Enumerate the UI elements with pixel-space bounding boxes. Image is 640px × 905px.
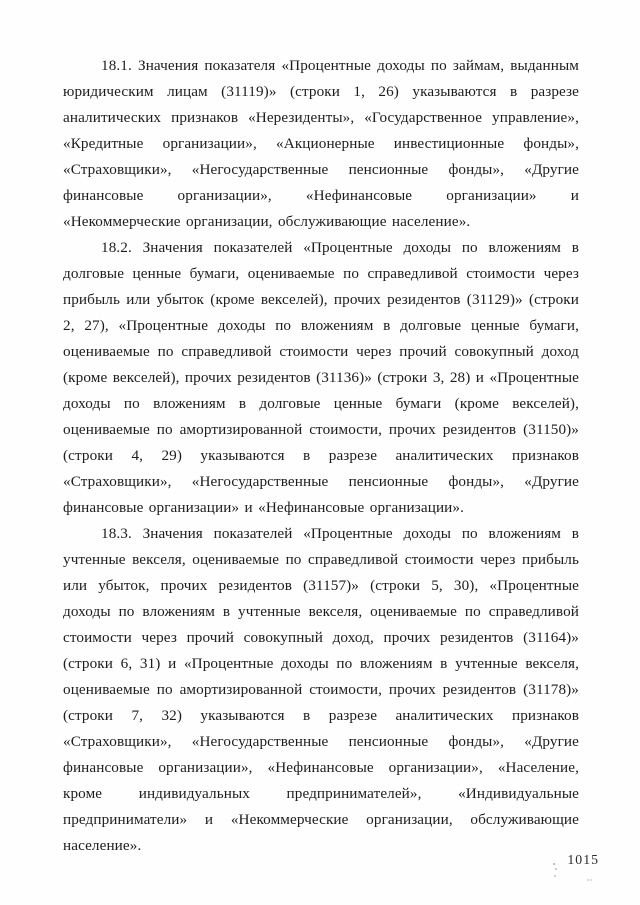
scan-artifact <box>553 863 555 865</box>
body-text <box>63 53 579 859</box>
paragraph-18-3: 18.3. Значения показателей «Процентные доходы по вложениям в учтенные векселя, оцениваемые по справедливой стоимости через прибыль или убыток, прочих резидентов (31157)» (строки 5, 30), «Процентные доходы по вложениям в учтенные векселя, оцениваемые по справедливой стоимости через прочий совокупный доход, прочих резидентов (31164)» (строки 6, 31) и «Процентные доходы по вложениям в учтенные векселя, оцениваемые по амортизированной стоимости, прочих резидентов (31178)» (строки 7, 32) указываются в разрезе аналитических признаков «Страховщики», «Негосударственные пенсионные фонды», «Другие финансовые организации», «Нефинансовые организации», «Население, кроме индивидуальных предпринимателей», «Индивидуальные предприниматели» и «Некоммерческие организации, обслуживающие население». <box>63 525 579 854</box>
page-number: 1015 <box>567 852 599 867</box>
paragraph-18-2: 18.2. Значения показателей «Процентные доходы по вложениям в долговые ценные бумаги, оцениваемые по справедливой стоимости через прибыль или убыток (кроме векселей), прочих резидентов (31129)» (строки 2, 27), «Процентные доходы по вложениям в долговые ценные бумаги, оцениваемые по справедливой стоимости через прочий совокупный доход (кроме векселей), прочих резидентов (31136)» (строки 3, 28) и «Процентные доходы по вложениям в долговые ценные бумаги (кроме векселей), оцениваемые по амортизированной стоимости, прочих резидентов (31150)» (строки 4, 29) указываются в разрезе аналитических признаков «Страховщики», «Негосударственные пенсионные фонды», «Другие финансовые организации» и «Нефинансовые организации». <box>63 239 579 516</box>
paragraph-18-1: 18.1. Значения показателя «Процентные доходы по займам, выданным юридическим лицам (31119)» (строки 1, 26) указываются в разрезе аналитических признаков «Нерезиденты», «Государственное управление», «Кредитные организации», «Акционерные инвестиционные фонды», «Страховщики», «Негосударственные пенсионные фонды», «Другие финансовые организации», «Нефинансовые организации» и «Некоммерческие организации, обслуживающие население». <box>63 57 579 230</box>
